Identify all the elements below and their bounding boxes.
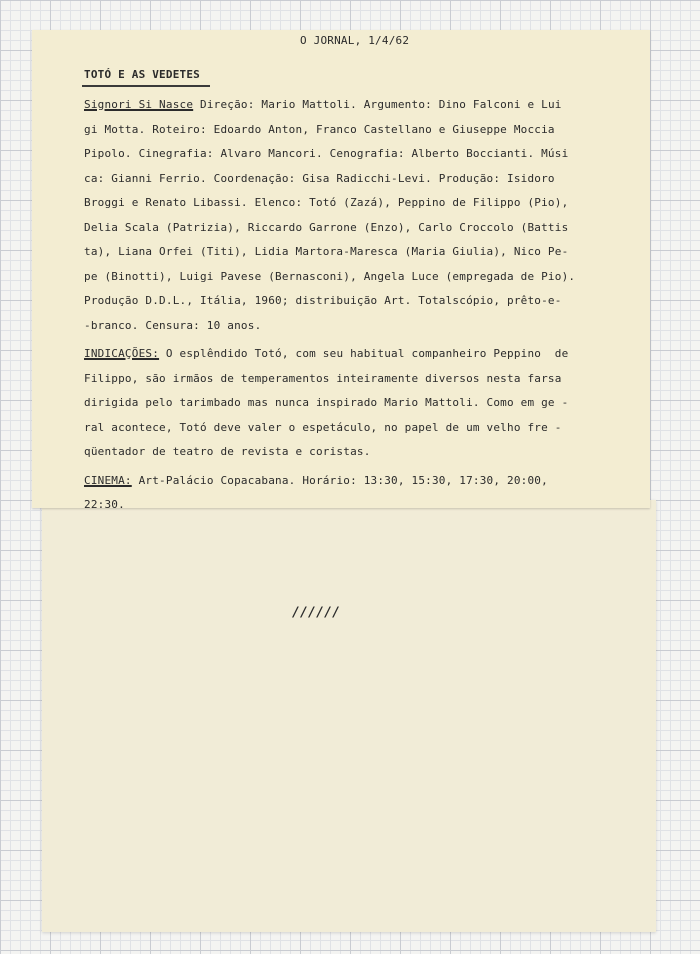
cinema-label: CINEMA: [84,473,132,487]
credits-line-5: Broggi e Renato Libassi. Elenco: Totó (Zazá), Peppino de Filippo (Pio), [84,196,569,209]
indicacoes-line-1-text: O esplêndido Totó, com seu habitual companheiro Peppino de [159,347,569,360]
headline-underline [82,85,210,87]
closing-mark: ////// [292,605,341,620]
credits-line-9: Produção D.D.L., Itália, 1960; distribuição Art. Totalscópio, prêto-e- [84,294,562,307]
cinema-line-2: 22:30. [84,498,125,511]
headline: TOTÓ E AS VEDETES [84,68,200,81]
indicacoes-line-5: qüentador de teatro de revista e coristas. [84,445,371,458]
credits-line-3: Pipolo. Cinegrafia: Alvaro Mancori. Cenografia: Alberto Boccianti. Músi [84,147,569,160]
credits-line-1-text: Direção: Mario Mattoli. Argumento: Dino Falconi e Lui [193,98,562,111]
film-title: Signori Si Nasce [84,98,194,111]
credits-line-8: pe (Binotti), Luigi Pavese (Bernasconi), Angela Luce (empregada de Pio). [84,269,576,283]
credits-line-4: ca: Gianni Ferrio. Coordenação: Gisa Radicchi-Levi. Produção: Isidoro [84,171,555,185]
article-body [84,98,644,523]
masthead: O JORNAL, 1/4/62 [300,34,410,47]
credits-line-1 [84,98,644,123]
cinema-line-1 [84,474,644,499]
indicacoes-line-4: ral acontece, Totó deve valer o espetáculo, no papel de um velho fre - [84,420,562,434]
indicacoes-line-3: dirigida pelo tarimbado mas nunca inspirado Mario Mattoli. Como em ge - [84,396,569,409]
credits-line-7: ta), Liana Orfei (Titi), Lidia Martora-Maresca (Maria Giulia), Nico Pe- [84,245,569,258]
credits-line-10: -branco. Censura: 10 anos. [84,318,262,332]
indicacoes-line-2: Filippo, são irmãos de temperamentos inteiramente diversos nesta farsa [84,371,562,385]
paper-sheet-lower [42,500,656,932]
indicacoes-line-1 [84,347,644,372]
credits-line-2: gi Motta. Roteiro: Edoardo Anton, Franco Castellano e Giuseppe Moccia [84,122,555,136]
credits-line-6: Delia Scala (Patrizia), Riccardo Garrone (Enzo), Carlo Croccolo (Battis [84,220,569,234]
indicacoes-label: INDICAÇÕES: [84,347,160,360]
cinema-line-1-text: Art-Palácio Copacabana. Horário: 13:30, 15:30, 17:30, 20:00, [131,473,548,487]
